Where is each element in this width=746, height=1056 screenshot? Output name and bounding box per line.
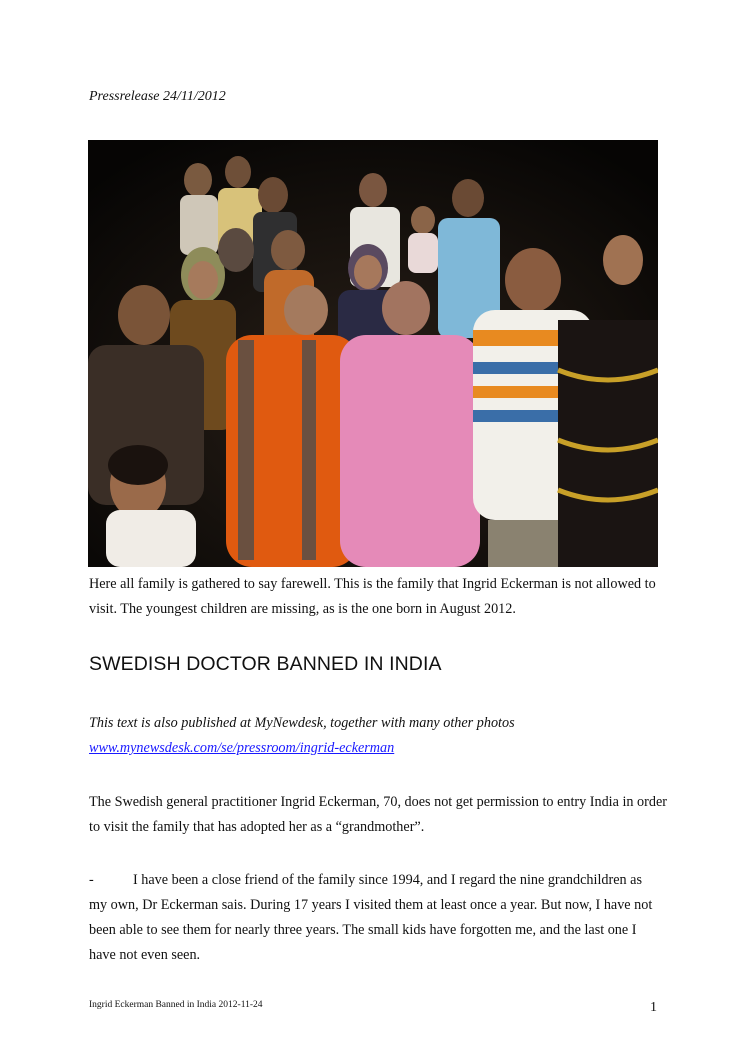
article-headline: SWEDISH DOCTOR BANNED IN INDIA	[89, 653, 442, 675]
family-group-photo	[88, 140, 658, 567]
body-paragraph-2: I have been a close friend of the family since 1994, and I regard the nine grandchildren as my own, Dr Eckerman sais. During 17 years I visited them at least once a year. But now, I have not been able to see them for nearly three years. The small kids have forgotten me, and the last one I have not even seen.	[89, 872, 653, 963]
press-release-dateline: Pressrelease 24/11/2012	[89, 89, 226, 104]
quote-dash: -	[89, 872, 94, 888]
publication-note	[89, 711, 669, 761]
body-quote-paragraph	[89, 868, 661, 968]
mynewsdesk-link[interactable]: www.mynewsdesk.com/se/pressroom/ingrid-eckerman	[89, 740, 395, 756]
photo-caption: Here all family is gathered to say farewell. This is the family that Ingrid Eckerman is not allowed to visit. The youngest children are missing, as is the one born in August 2012.	[89, 576, 656, 617]
body-paragraph-1: The Swedish general practitioner Ingrid Eckerman, 70, does not get permission to entry India in order to visit the family that has adopted her as a “grandmother”.	[89, 794, 667, 835]
publication-note-text: This text is also published at MyNewdesk, together with many other photos	[89, 715, 515, 731]
footer-page-number: 1	[650, 1000, 657, 1015]
footer-document-title: Ingrid Eckerman Banned in India 2012-11-24	[89, 1000, 263, 1010]
photo-illustration	[88, 140, 658, 567]
